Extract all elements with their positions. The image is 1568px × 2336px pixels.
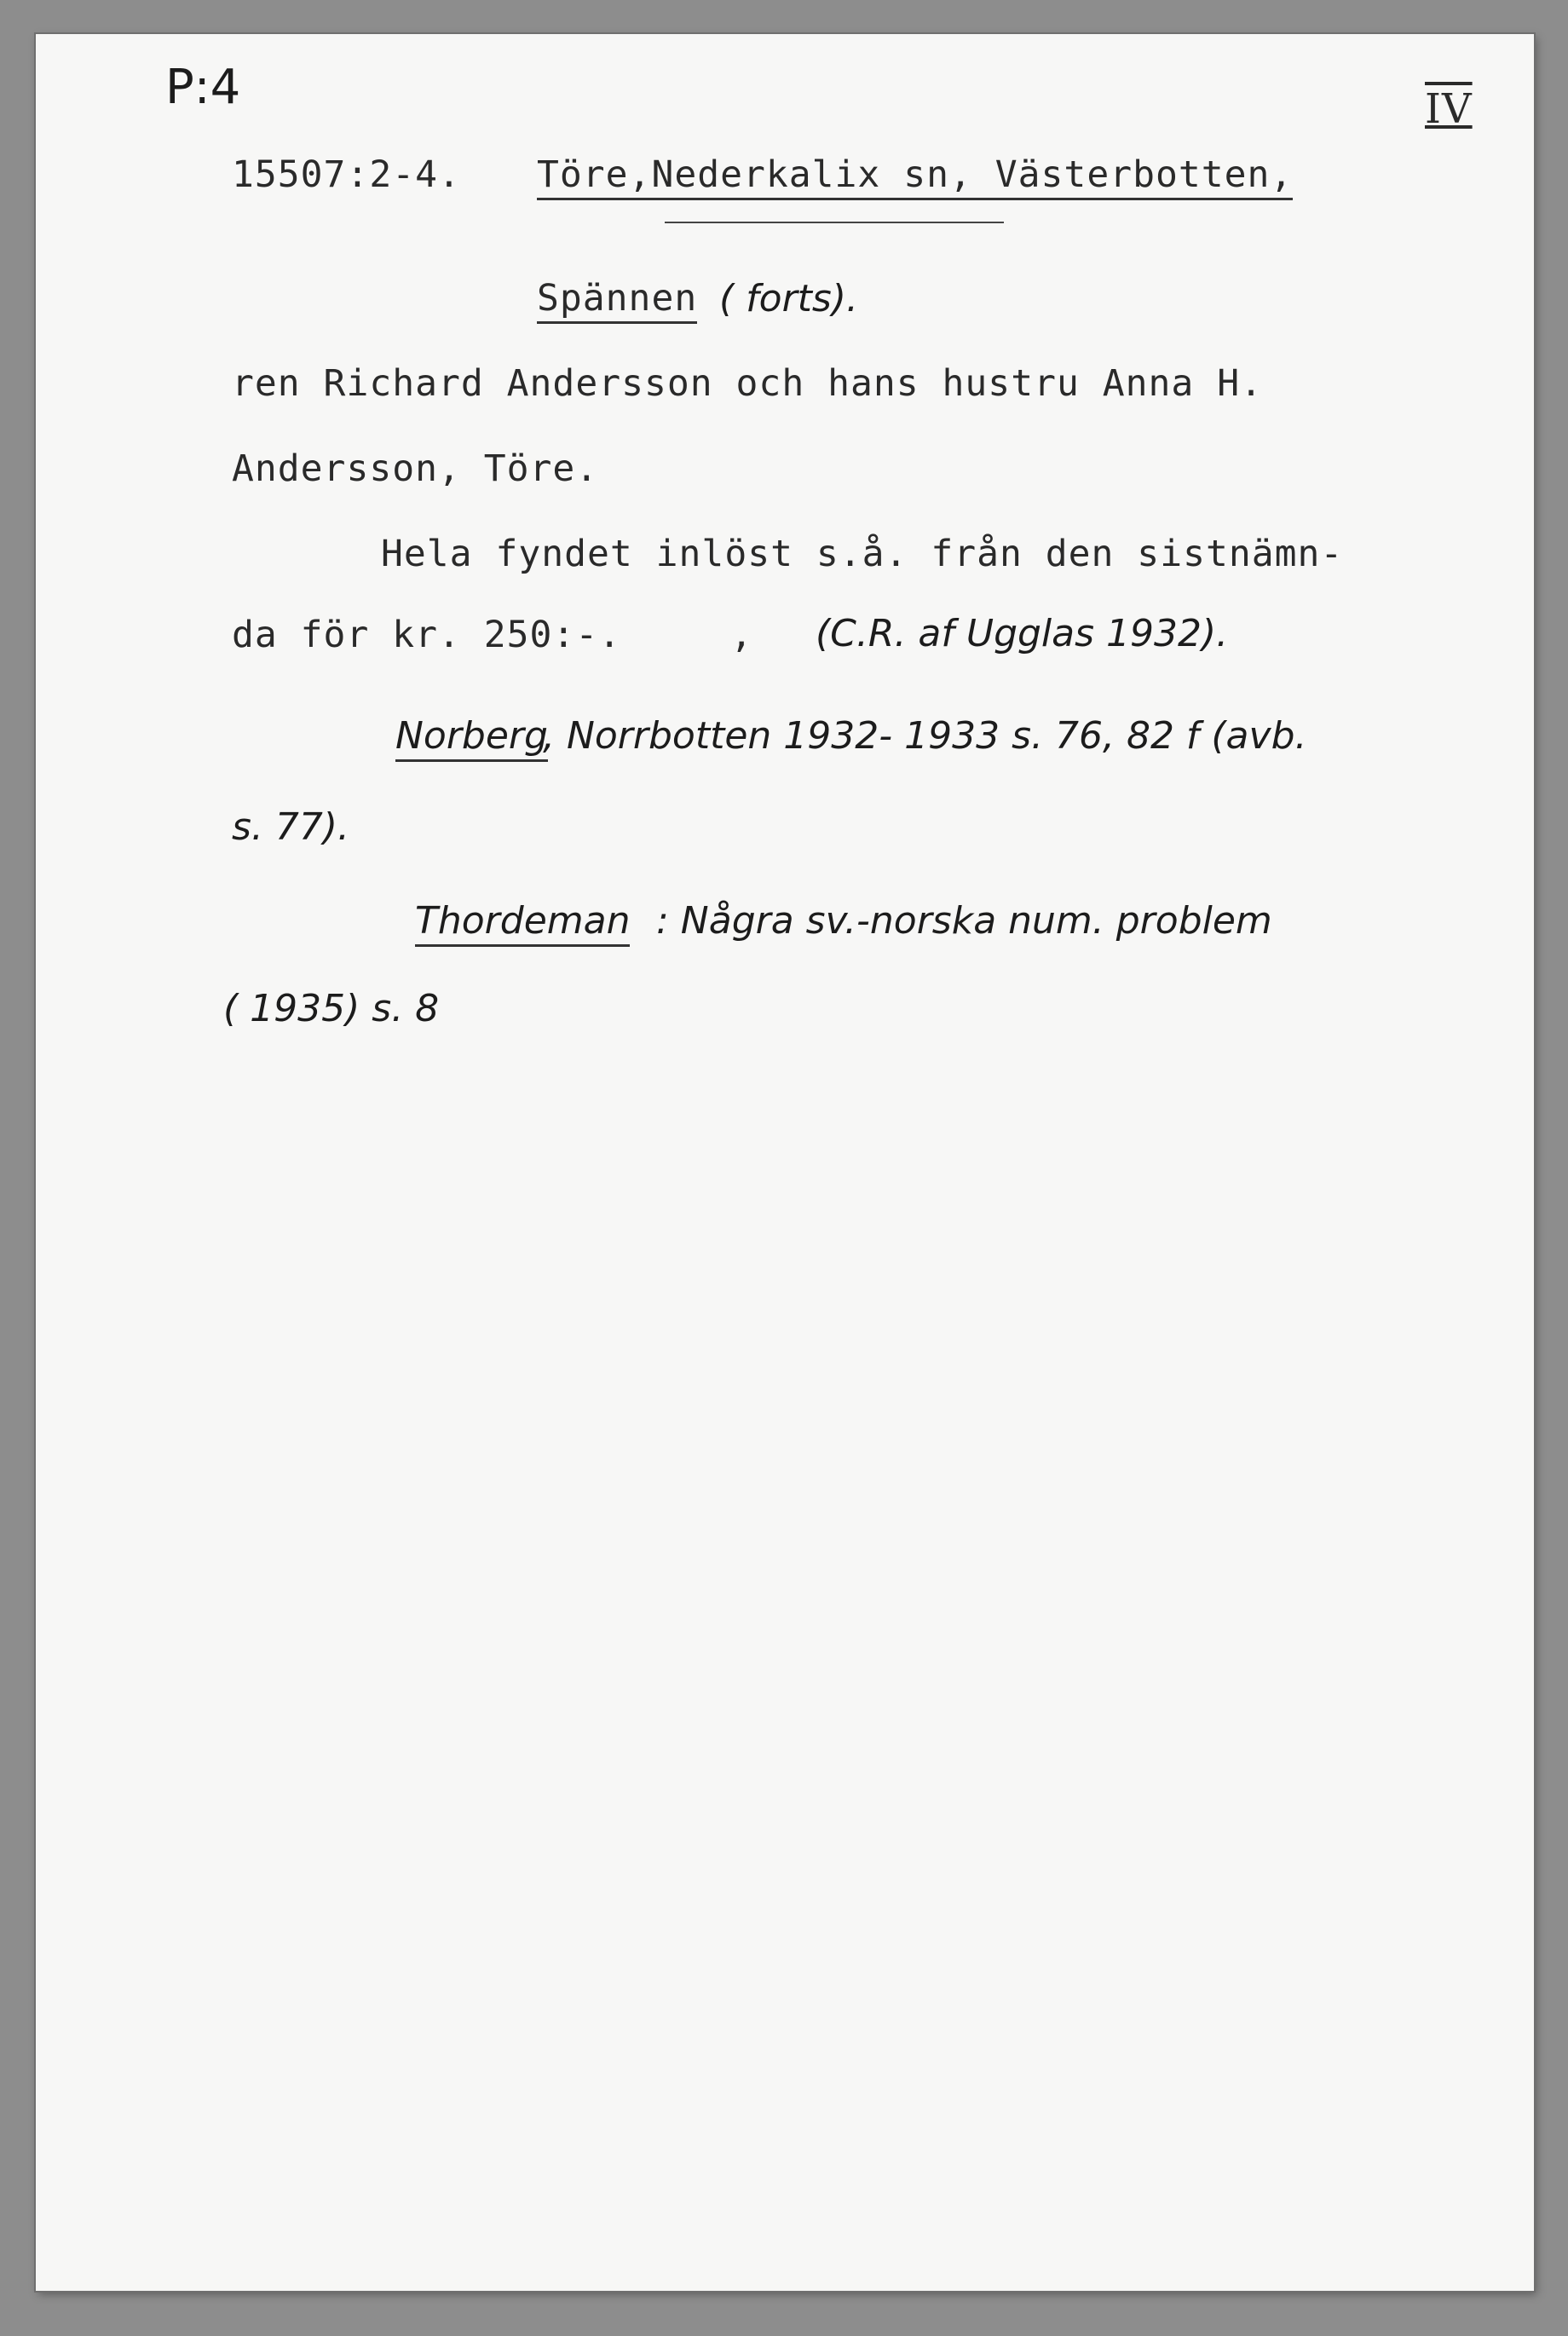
object-type-continued: ( forts). — [719, 277, 858, 320]
thordeman-reference: : Några sv.-norska num. problem — [656, 899, 1272, 943]
thordeman-author: Thordeman — [415, 899, 630, 947]
find-location: Töre,Nederkalix sn, Västerbotten, — [537, 153, 1293, 200]
text-line-3: Hela fyndet inlöst s.å. från den sistnämn- — [381, 533, 1344, 575]
text-line-4: da för kr. 250:-. — [232, 614, 622, 656]
separator-line — [665, 222, 1004, 223]
shelf-mark: P:4 — [165, 60, 241, 115]
roman-number: IV — [1425, 85, 1473, 133]
object-type: Spännen — [537, 277, 697, 324]
thordeman-reference-continued: ( 1935) s. 8 — [223, 987, 440, 1030]
citation-ugglas: (C.R. af Ugglas 1932). — [816, 612, 1229, 655]
norberg-author: Norberg — [395, 714, 548, 762]
text-line-1: ren Richard Andersson och hans hustru Anna H. — [232, 362, 1263, 405]
norberg-reference: , Norrbotten 1932- 1933 s. 76, 82 f (avb. — [543, 714, 1307, 758]
norberg-reference-continued: s. 77). — [232, 805, 350, 849]
text-line-2: Andersson, Töre. — [232, 447, 599, 490]
stray-comma: , — [730, 614, 753, 656]
inventory-number: 15507:2-4. — [232, 153, 461, 196]
catalog-card — [36, 34, 1534, 2291]
